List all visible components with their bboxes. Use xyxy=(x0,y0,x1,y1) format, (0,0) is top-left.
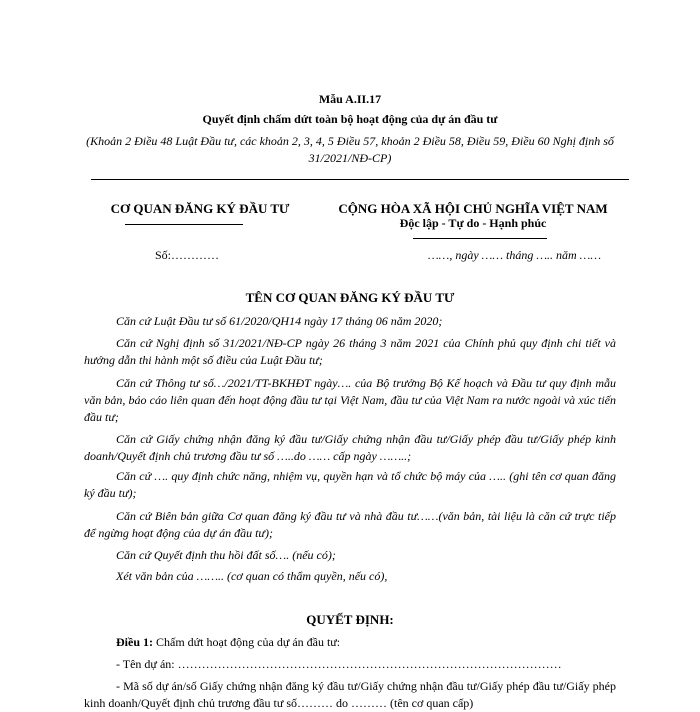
form-title: Quyết định chấm dứt toàn bộ hoạt động của dự án đầu tư xyxy=(202,112,498,126)
basis-text: Căn cứ Quyết định thu hồi đất số…. (nếu có); xyxy=(116,548,336,562)
basis-text: Căn cứ …. quy định chức năng, nhiệm vụ, quyền hạn và tổ chức bộ máy của ….. (ghi tên cơ quan đăng ký đầu tư); xyxy=(84,469,616,500)
basis-paragraph xyxy=(84,547,616,564)
basis-text: Căn cứ Giấy chứng nhận đăng ký đầu tư/Giấy chứng nhận đầu tư/Giấy phép đầu tư/Giấy phép kinh doanh/Quyết định chủ trương đầu tư số …..do …… cấp ngày ……..; xyxy=(84,432,616,463)
decision-heading: QUYẾT ĐỊNH: xyxy=(306,612,394,627)
document-number: Số:………… xyxy=(155,248,220,262)
agency-underline xyxy=(125,224,243,225)
form-code: Mẫu A.II.17 xyxy=(318,92,382,106)
article-1 xyxy=(116,635,340,650)
basis-paragraph xyxy=(84,568,616,585)
legal-basis-note: (Khoản 2 Điều 48 Luật Đầu tư, các khoản 2, 3, 4, 5 Điều 57, khoản 2 Điều 58, Điều 59, Điều 60 Nghị định số 31/2021/NĐ-CP) xyxy=(86,134,614,165)
basis-paragraph xyxy=(84,375,616,426)
project-code-text: - Mã số dự án/số Giấy chứng nhận đăng ký đầu tư/Giấy chứng nhận đầu tư/Giấy phép đầu tư/Giấy phép kinh doanh/Quyết định chủ trương đầu tư số……… do ……… (tên cơ quan cấp) xyxy=(84,679,616,710)
project-name-field: - Tên dự án: …………………………………………………………………………………… xyxy=(116,657,562,671)
basis-text: Xét văn bản của …….. (cơ quan có thẩm quyền, nếu có), xyxy=(116,569,388,583)
basis-text: Căn cứ Thông tư số…/2021/TT-BKHĐT ngày…. của Bộ trưởng Bộ Kế hoạch và Đầu tư quy định mẫu văn bản, báo cáo liên quan đến hoạt động đầu tư tại Việt Nam, đầu tư của Việt Nam ra nước ngoài và xúc tiến đầu tư; xyxy=(84,376,616,424)
basis-text: Căn cứ Luật Đầu tư số 61/2020/QH14 ngày 17 tháng 06 năm 2020; xyxy=(116,314,443,328)
article-1-label: Điều 1: xyxy=(116,635,153,649)
basis-paragraph xyxy=(84,468,616,502)
basis-paragraph xyxy=(84,431,616,465)
basis-text: Căn cứ Biên bản giữa Cơ quan đăng ký đầu tư và nhà đầu tư……(văn bản, tài liệu là căn cứ trực tiếp để ngừng hoạt động của dự án đầu tư); xyxy=(84,509,616,540)
project-code-field xyxy=(84,678,616,712)
issuing-agency-title: TÊN CƠ QUAN ĐĂNG KÝ ĐẦU TƯ xyxy=(245,290,455,305)
basis-paragraph xyxy=(84,335,616,369)
basis-text: Căn cứ Nghị định số 31/2021/NĐ-CP ngày 26 tháng 3 năm 2021 của Chính phủ quy định chi tiết và hướng dẫn thi hành một số điều của Luật Đầu tư; xyxy=(84,336,616,367)
basis-paragraph xyxy=(84,508,616,542)
basis-paragraph xyxy=(84,313,616,330)
header-divider xyxy=(91,179,629,180)
motto-underline xyxy=(413,238,547,239)
document-date: ……, ngày …… tháng ….. năm …… xyxy=(428,248,602,262)
article-1-text: Chấm dứt hoạt động của dự án đầu tư: xyxy=(156,635,341,649)
national-title: CỘNG HÒA XÃ HỘI CHỦ NGHĨA VIỆT NAM xyxy=(338,201,608,216)
agency-name: CƠ QUAN ĐĂNG KÝ ĐẦU TƯ xyxy=(110,201,290,216)
national-motto: Độc lập - Tự do - Hạnh phúc xyxy=(399,216,547,230)
